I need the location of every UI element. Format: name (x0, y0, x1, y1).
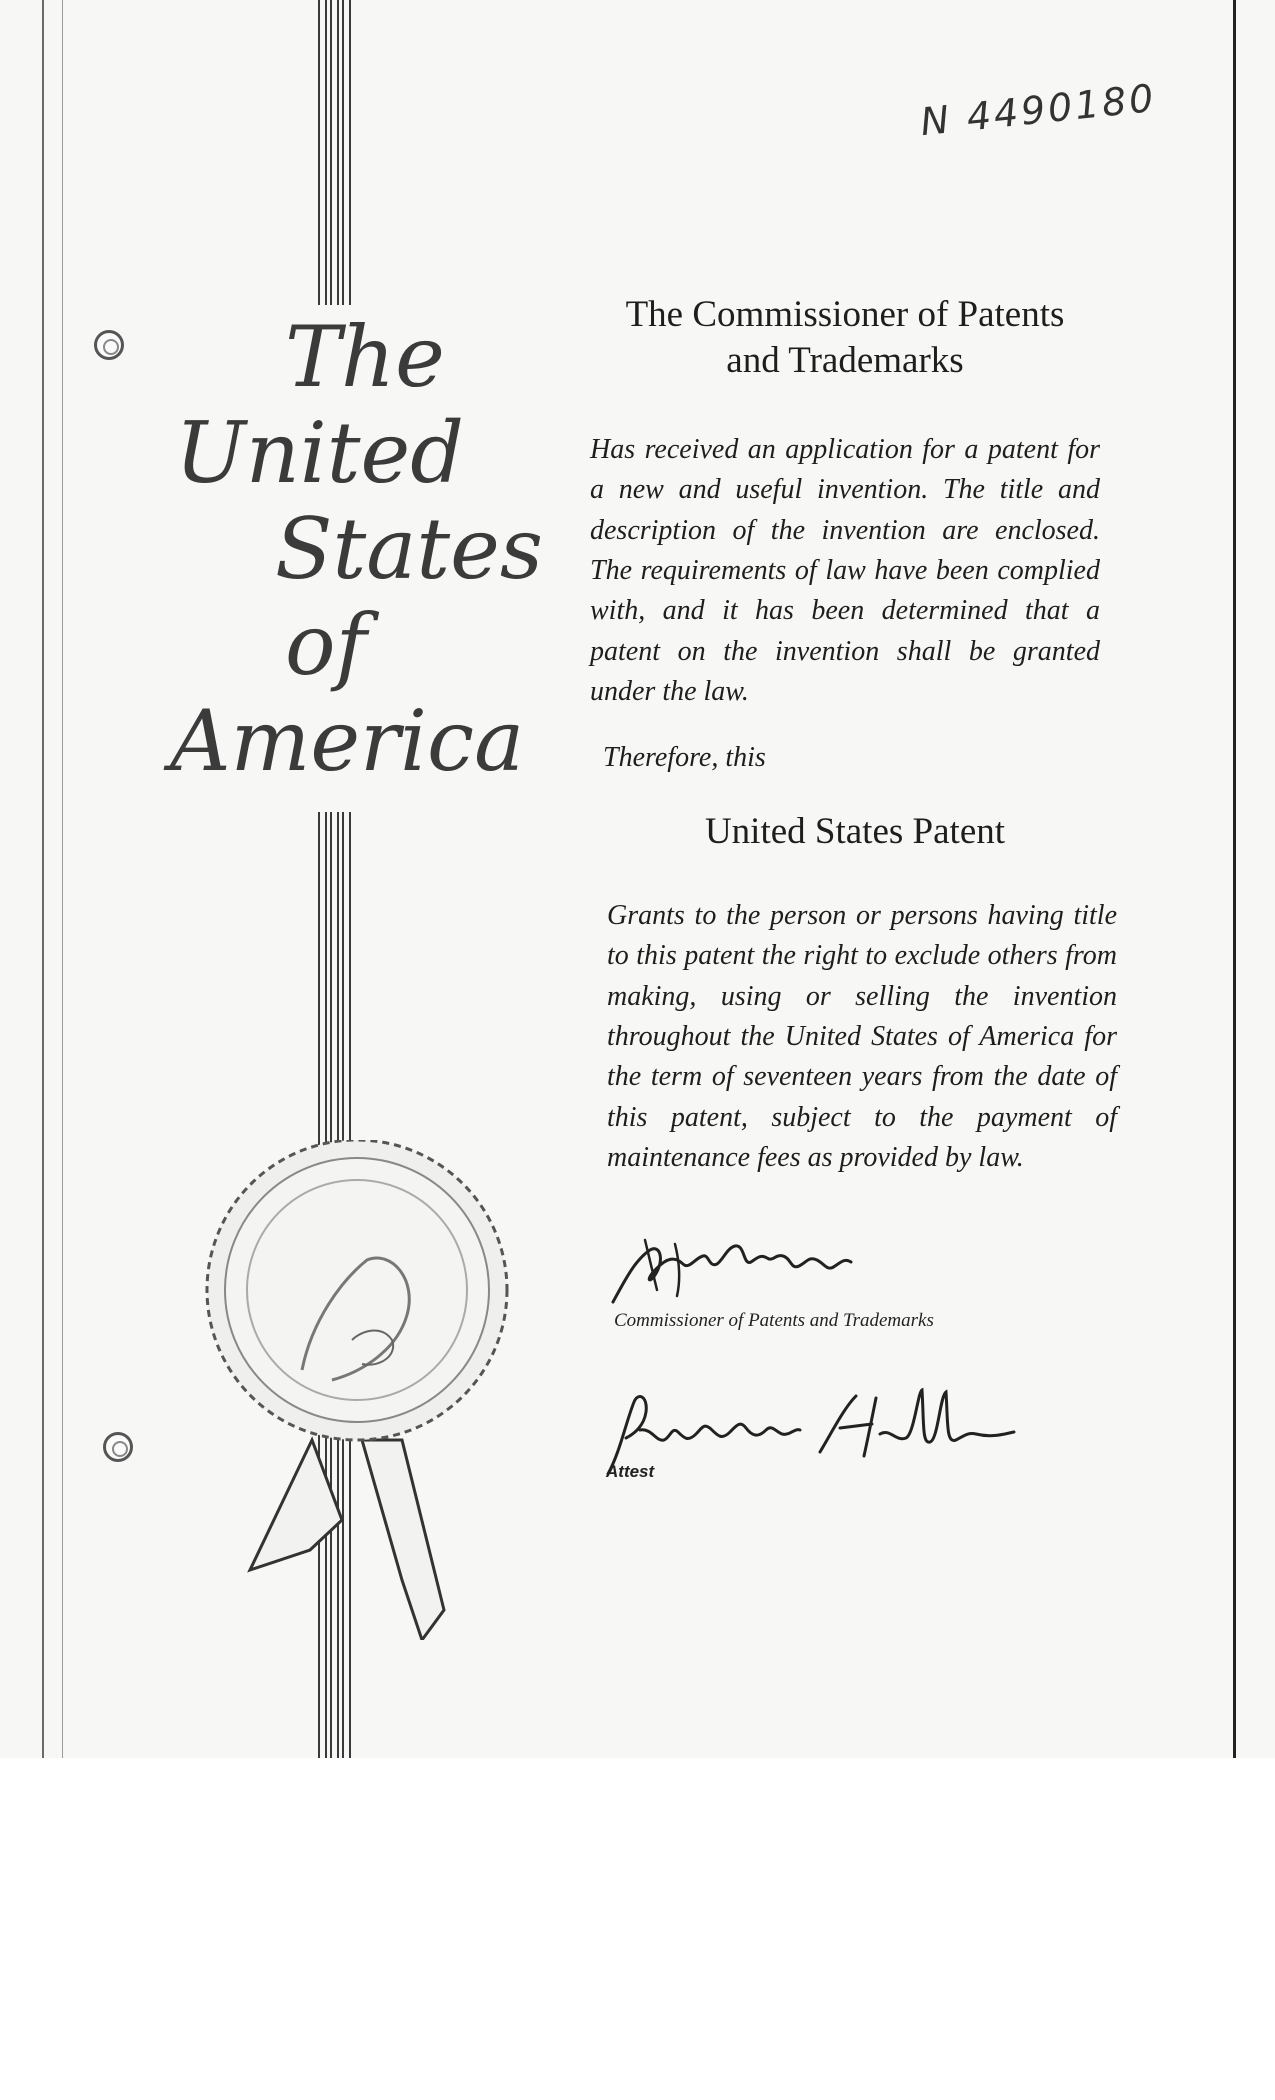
commissioner-signature (605, 1220, 865, 1310)
patent-heading: United States Patent (704, 811, 1006, 852)
embossed-seal-with-ribbon (192, 1140, 522, 1640)
grant-paragraph: Grants to the person or persons having title to this patent the right to exclude others from making, using or selling the invention throughout the United States of America for the term of seventeen years from the date of this patent, subject to the payment of maintenance fees as provided by law. (607, 900, 1117, 1173)
heading-line-1: The Commissioner of Patents (625, 294, 1065, 335)
attest-signature (600, 1382, 1020, 1482)
attest-caption: Attest (606, 1462, 655, 1481)
title-line-the: The (285, 308, 445, 406)
title-line-united: United (175, 404, 464, 502)
intro-paragraph: Has received an application for a patent for a new and useful invention. The title and description of the invention are enclosed. The requirements of law have been complied with, and it has been determined that a patent on the invention shall be granted under the law. (590, 434, 1100, 707)
title-line-america: America (170, 692, 525, 790)
punch-hole-top (94, 330, 124, 360)
punch-hole-bottom (103, 1432, 133, 1462)
commissioner-caption: Commissioner of Patents and Trademarks (614, 1310, 934, 1331)
handwritten-patent-number: N 4490180 (918, 75, 1159, 145)
commissioner-heading (590, 292, 1100, 385)
right-border-rule (1233, 0, 1236, 1758)
therefore-text: Therefore, this (603, 742, 766, 773)
title-line-of: of (285, 596, 367, 694)
vertical-ribbon-lines-top (318, 0, 352, 305)
calligraphic-title (165, 308, 543, 790)
heading-line-2: and Trademarks (726, 340, 964, 382)
left-inner-rule (62, 0, 63, 1758)
left-border-rule (42, 0, 44, 1758)
title-line-states: States (275, 500, 543, 598)
